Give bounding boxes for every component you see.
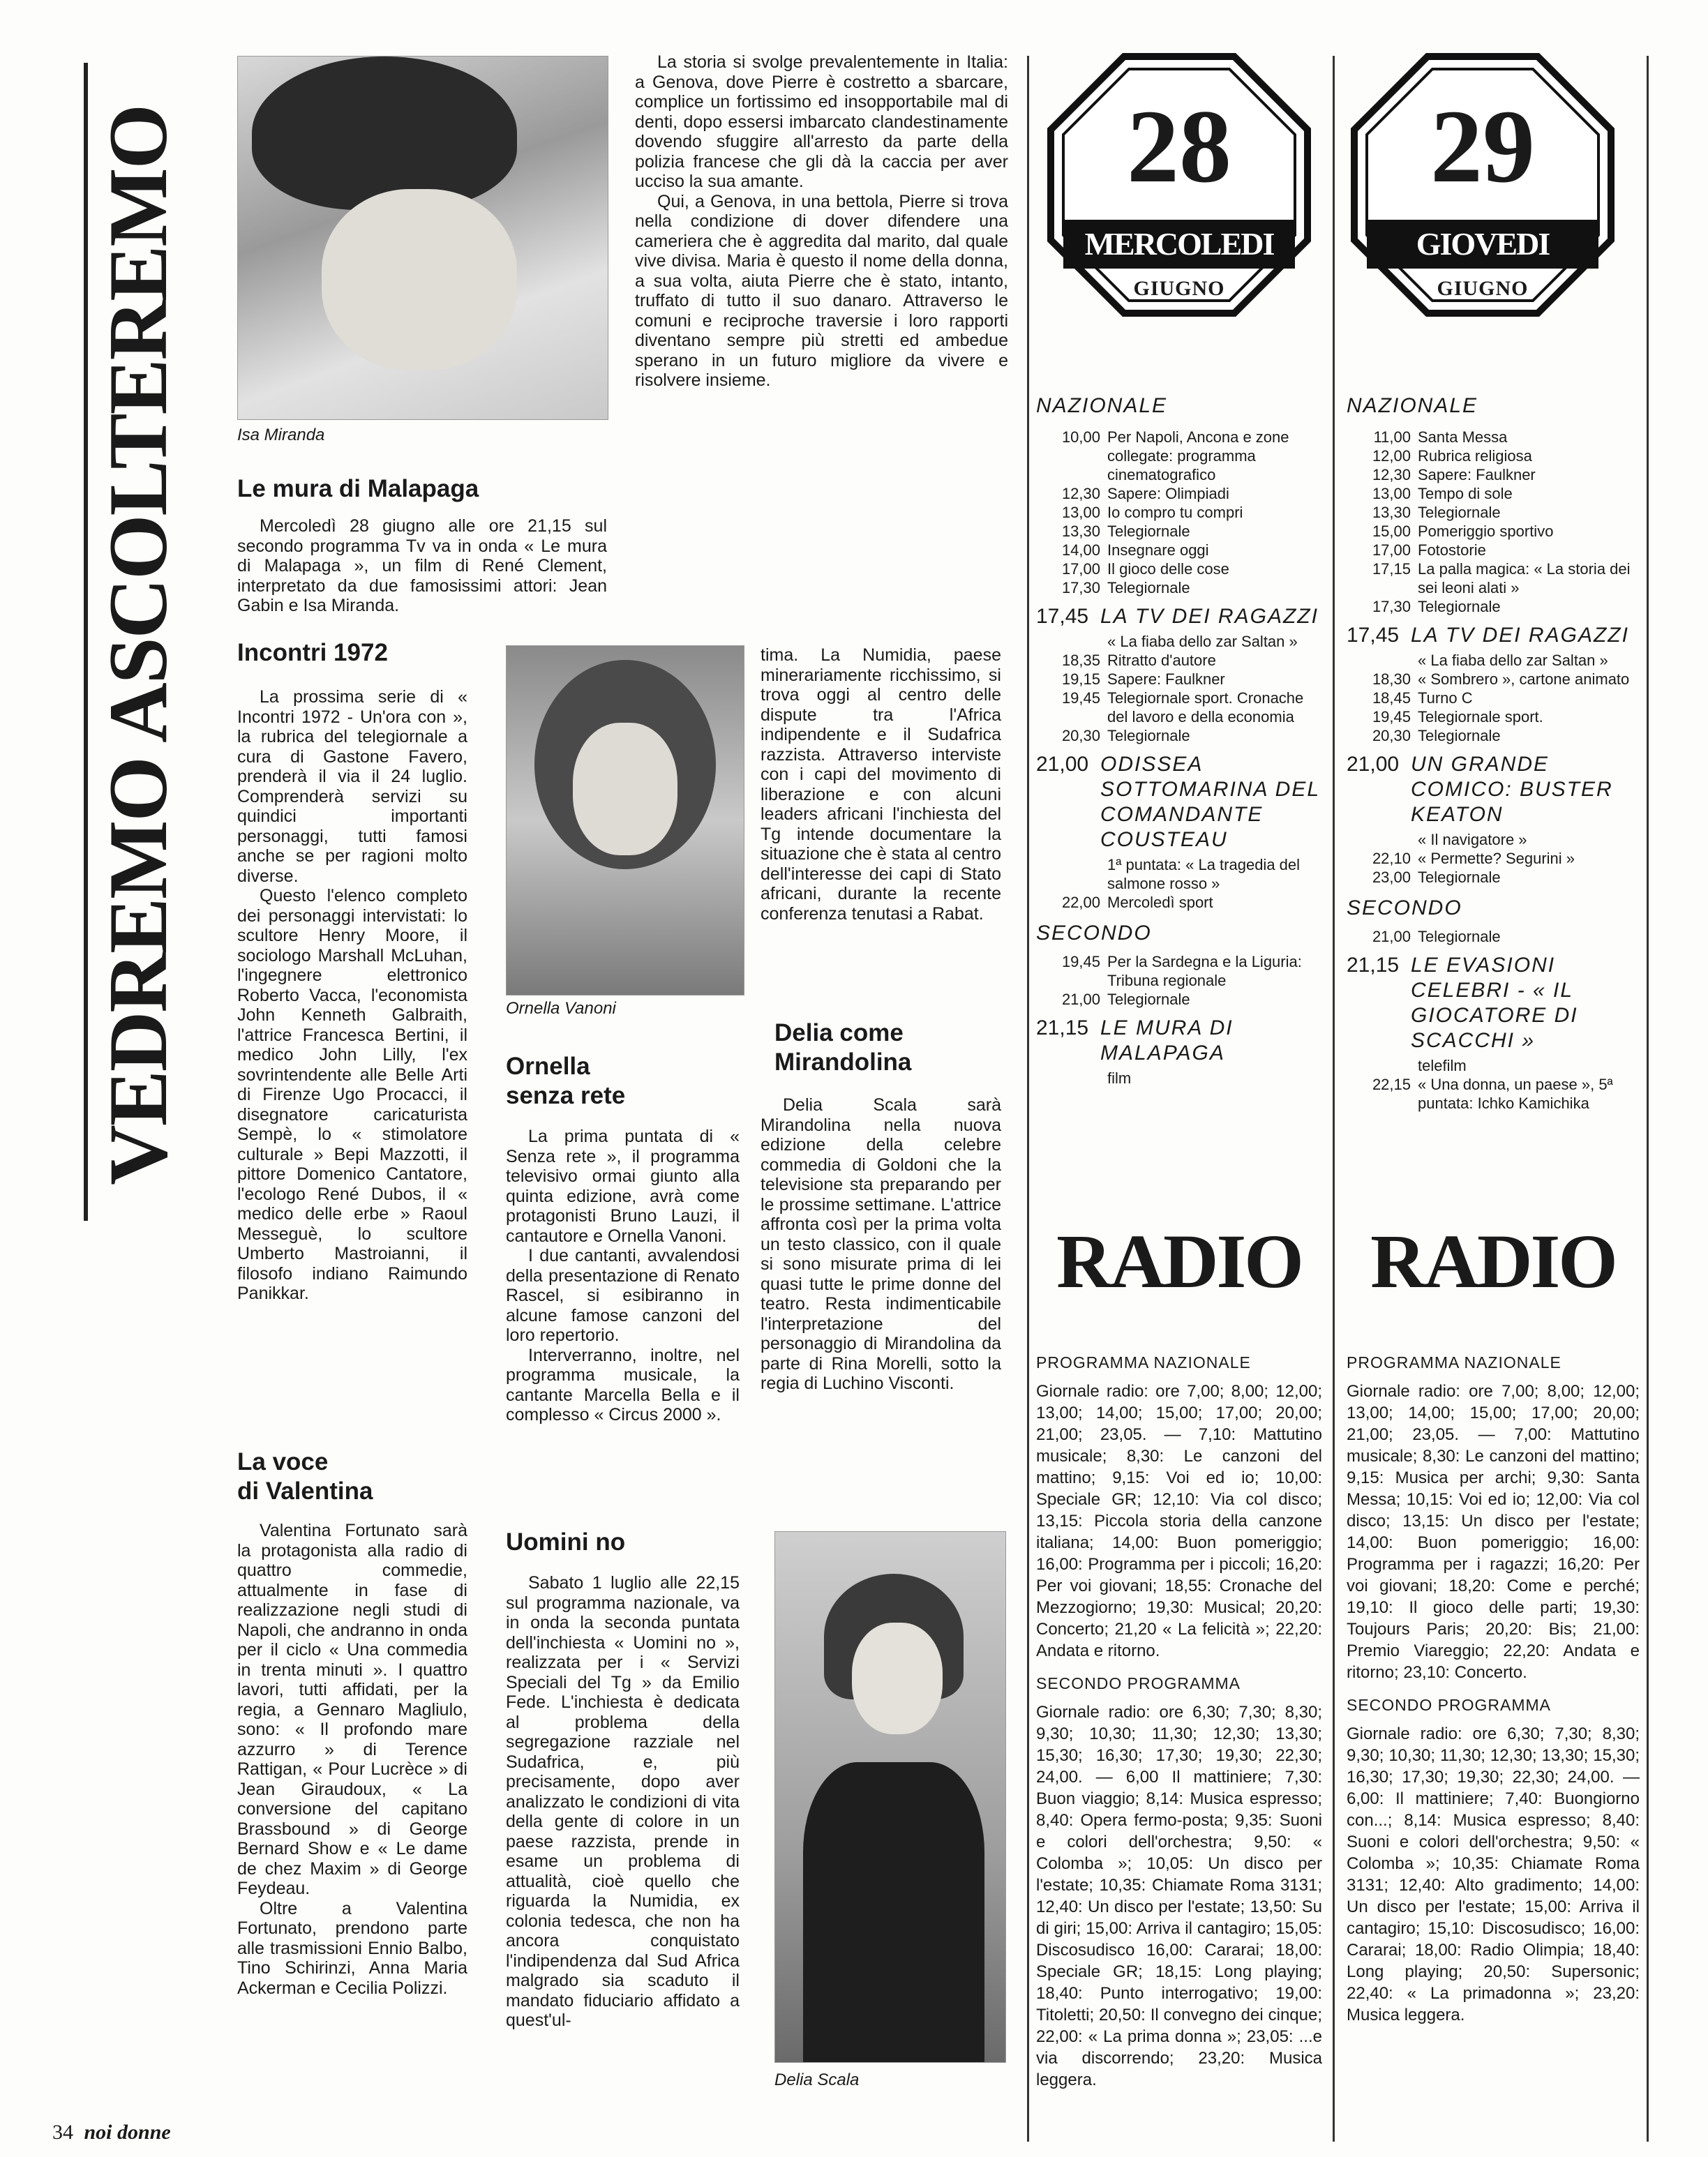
caption-delia: Delia Scala [774, 2070, 860, 2089]
schedule-program: Rubrica religiosa [1418, 447, 1532, 465]
schedule-program: Telegiornale [1418, 928, 1501, 945]
schedule-row [1347, 522, 1640, 541]
schedule-row [1347, 1075, 1640, 1113]
caption-isa: Isa Miranda [237, 426, 325, 444]
malapaga-body-left: Mercoledì 28 giugno alle ore 21,15 sul secondo programma Tv va in onda « Le mura di Malapaga », un film di René Clement, interpretato da due famosissimi attori: Jean Gabin e Isa Miranda. [237, 516, 607, 615]
schedule-list [1036, 952, 1322, 1009]
schedule-time: 15,00 [1372, 523, 1411, 540]
schedule-program: Telegiornale sport. Cronache del lavoro e della economia [1107, 689, 1304, 726]
beret-shape [252, 57, 517, 210]
schedule-time: 19,15 [1061, 670, 1100, 688]
schedule-time: 21,00 [1372, 928, 1411, 945]
schedule-row [1347, 428, 1640, 446]
schedule-time: 17,00 [1372, 541, 1411, 559]
secondo-label-28: SECONDO [1036, 922, 1152, 945]
schedule-time: 19,45 [1372, 708, 1411, 726]
valentina-body: Valentina Fortunato sarà la protagonista alla radio di quattro commedie, attualmente in fase di realizzazione negli studi di Napoli, che andranno in onda per il ciclo « Una commedia in trenta minuti ». I quattro lavori, tutti affidati, per la regia, a Gennaro Magliulo, sono: « Il profondo mare azzurro » di Terence Rattigan, « Pour Lucrèce » di Jean Giraudoux, « La conversione del capitano Brassbound » di George Bernard Show e « Le dame de chez Maxim » di George Feydeau. Oltre a Valentina Fortunato, prendono parte alle trasmissioni Ennio Balbo, Tino Schirinzi, Anna Maria Ackerman e Cecilia Polizzi. [237, 1521, 467, 1998]
schedule-time: 12,30 [1372, 466, 1411, 483]
radio-heading-28: RADIO [1056, 1219, 1302, 1304]
schedule-row [1347, 559, 1640, 597]
schedule-row [1036, 651, 1322, 670]
schedule-time: 17,00 [1061, 560, 1100, 578]
schedule-row [1347, 868, 1640, 887]
face-shape [852, 1623, 943, 1734]
schedule-time: 18,30 [1372, 670, 1411, 688]
schedule-row [1347, 597, 1640, 616]
schedule-time: 13,30 [1372, 504, 1411, 521]
delia-scala-photo [774, 1531, 1006, 2063]
schedule-row [1347, 707, 1640, 726]
schedule-list [1036, 428, 1322, 597]
uomini-heading: Uomini no [506, 1528, 626, 1556]
incontri-heading: Incontri 1972 [237, 639, 388, 666]
schedule-time: 21,00 [1061, 991, 1100, 1008]
schedule-time: 11,00 [1373, 428, 1411, 446]
schedule-row [1036, 689, 1322, 726]
schedule-program: Turno C [1418, 689, 1473, 707]
schedule-list [1347, 1075, 1640, 1113]
schedule-program: La palla magica: « La storia dei sei leoni alati » [1418, 560, 1631, 596]
uomini-body-cont: tima. La Numidia, paese minerariamente ricchissimo, si trova oggi al centro delle dispute tra l'Africa indipendente e il Sudafrica razzista. Attraverso interviste con i capi del movimento di liberazione e con alcuni leaders africani l'inchiesta del Tg intende documentare la situazione che è stata al centro dell'interesse dei capi di Stato africani, durante la recente conferenza tenutasi a Rabat. [761, 645, 1001, 924]
schedule-row [1347, 446, 1640, 465]
delia-heading: Delia come Mirandolina [774, 1019, 912, 1076]
highlight-28-2: 21,00 ODISSEA SOTTOMARINA DEL COMANDANTE COUSTEAU [1036, 753, 1320, 851]
schedule-row [1347, 541, 1640, 559]
date-badge-29: 29 GIOVEDI GIUGNO [1350, 52, 1615, 317]
day-29-radio [1347, 1353, 1640, 2026]
schedule-row [1347, 927, 1640, 946]
schedule-row [1347, 849, 1640, 868]
page-footer [52, 2121, 171, 2144]
schedule-program: « Permette? Segurini » [1418, 850, 1575, 867]
schedule-program: Per la Sardegna e la Liguria: Tribuna regionale [1107, 953, 1302, 989]
schedule-time: 12,30 [1061, 485, 1100, 502]
schedule-program: Telegiornale [1107, 579, 1190, 596]
magazine-name: noi donne [84, 2121, 171, 2144]
schedule-program: Telegiornale [1418, 869, 1501, 886]
schedule-time: 10,00 [1061, 428, 1100, 446]
delia-body: Delia Scala sarà Mirandolina nella nuova edizione della celebre commedia di Goldoni che la televisione sta preparando per le prossime settimane. L'attrice affronta così per la prima volta un testo classico, con il quale si sono misurate prima di lei quasi tutte le prime donne del teatro. Resta indimenticabile l'interpretazione del personaggio di Mirandolina da parte di Rina Morelli, sotto la regia di Luchino Visconti. [761, 1095, 1001, 1393]
highlight-29-2: 21,00 UN GRANDE COMICO: BUSTER KEATON [1347, 753, 1613, 826]
schedule-row [1036, 990, 1322, 1009]
highlight-29-3: 21,15 LE EVASIONI CELEBRI - « IL GIOCATORE DI SCACCHI » [1347, 954, 1578, 1052]
date-badge-28: 28 MERCOLEDI GIUGNO [1047, 52, 1312, 317]
schedule-row [1347, 726, 1640, 745]
radio-sec-text-29: Giornale radio: ore 6,30; 7,30; 8,30; 9,30; 10,30; 11,30; 12,30; 13,30; 15,30; 16,30; 17,30; 19,30; 22,30; 24,00. — 6,00: Il mattiniere; 7,40: Buongiorno con...; 8,14: Musica espresso; 8,40: Suoni e colori dell'orchestra; 9,50: « Colomba »; 10,35: Chiamate Roma 3131; 12,40: Alto gradimento; 14,00: Un disco per l'estate; 15,00: Arriva il cantagiro; 15,10: Discosudisco; 16,00: Cararai; 18,00: Radio Olimpia; 18,40: Long playing; 20,50: Supersonic; 22,40: « La primadonna »; 23,20: Musica leggera. [1347, 1724, 1640, 2024]
separator-mid [1333, 56, 1335, 2142]
schedule-program: Pomeriggio sportivo [1418, 523, 1554, 540]
schedule-list [1347, 849, 1640, 887]
schedule-row [1036, 484, 1322, 503]
caption-ornella: Ornella Vanoni [506, 999, 616, 1018]
highlight-28-1: 17,45 LA TV DEI RAGAZZI [1036, 605, 1319, 628]
schedule-row [1036, 541, 1322, 559]
schedule-program: Telegiornale [1418, 504, 1501, 521]
ornella-vanoni-photo [506, 645, 744, 995]
schedule-program: Telegiornale [1107, 727, 1190, 744]
vertical-title: VEDREMO ASCOLTEREMO [91, 105, 184, 1185]
schedule-row [1036, 428, 1322, 484]
uomini-body: Sabato 1 luglio alle 22,15 sul programma nazionale, va in onda la seconda puntata dell'inchiesta « Uomini no », realizzata per i « Servizi Speciali del Tg » da Emilio Fede. L'inchiesta è dedicata al problema della segregazione razziale nel Sudafrica, e, più precisamente, dopo aver analizzato le condizioni di vita della gente di colore in un paese razzista, prende in esame un problema di attualità, cioè quello che riguarda la Numidia, ex colonia tedesca, che non ha ancora conquistato l'indipendenza dal Sud Africa malgrado sia scaduto il mandato fiduciario affidato a quest'ul- [506, 1573, 740, 2030]
highlight-29-1: 17,45 LA TV DEI RAGAZZI [1347, 624, 1629, 647]
schedule-program: Mercoledì sport [1107, 894, 1213, 911]
schedule-program: Sapere: Faulkner [1418, 466, 1536, 483]
ornella-body: La prima puntata di « Senza rete », il programma televisivo ormai giunto alla quinta edizione, avrà come protagonisti Bruno Lauzi, il cantautore e Ornella Vanoni. I due cantanti, avvalendosi della presentazione di Renato Rascel, si esibiranno in alcune famose canzoni del loro repertorio. Interverranno, inoltre, nel programma musicale, la cantante Marcella Bella e il complesso « Circus 2000 ». [506, 1127, 740, 1425]
radio-naz-label-29: PROGRAMMA NAZIONALE [1347, 1353, 1561, 1371]
schedule-row [1347, 484, 1640, 503]
schedule-list [1347, 670, 1640, 745]
schedule-program: Fotostorie [1418, 541, 1486, 559]
schedule-program: « Una donna, un paese », 5ª puntata: Ichko Kamichika [1418, 1076, 1613, 1112]
schedule-row [1347, 689, 1640, 707]
schedule-time: 20,30 [1372, 727, 1411, 744]
radio-naz-label-28: PROGRAMMA NAZIONALE [1036, 1353, 1251, 1371]
schedule-row [1036, 522, 1322, 541]
schedule-list [1036, 651, 1322, 745]
radio-sec-text-28: Giornale radio: ore 6,30; 7,30; 8,30; 9,30; 10,30; 11,30; 12,30; 13,30; 15,30; 16,30; 17,30; 19,30; 22,30; 24,00. — 6,00 Il mattiniere; 7,30: Buon viaggio; 8,14: Musica espresso; 8,40: Opera fermo-posta; 9,35: Suoni e colori dell'orchestra; 9,50: « Colomba »; 10,05: Un disco per l'estate; 10,35: Chiamate Roma 3131; 12,40: Un disco per l'estate; 13,50: Su di giri; 15,00: Arriva il cantagiro; 15,05: Discosudisco 16,00: Cararai; 18,00: Speciale GR; 18,15: Long playing; 18,40: Punto interrogativo; 19,00: Titoletti; 20,50: Il convegno dei cinque; 22,00: « La prima donna »; 23,05: ...e via discorrendo; 23,20: Musica leggera. [1036, 1703, 1322, 2089]
schedule-program: Sapere: Faulkner [1107, 670, 1225, 688]
dress-shape [803, 1762, 984, 2062]
schedule-time: 19,45 [1061, 953, 1100, 970]
schedule-time: 22,15 [1372, 1076, 1411, 1093]
schedule-time: 22,10 [1372, 850, 1411, 867]
schedule-row [1036, 952, 1322, 990]
schedule-program: « Sombrero », cartone animato [1418, 670, 1630, 688]
schedule-program: Telegiornale [1418, 727, 1501, 744]
schedule-row [1347, 503, 1640, 522]
schedule-time: 14,00 [1061, 541, 1100, 559]
schedule-list [1036, 893, 1322, 912]
malapaga-heading: Le mura di Malapaga [237, 475, 479, 502]
schedule-row [1036, 578, 1322, 597]
schedule-time: 13,00 [1372, 485, 1411, 502]
schedule-time: 12,00 [1372, 447, 1411, 465]
schedule-time: 18,45 [1372, 689, 1411, 707]
radio-naz-text-28: Giornale radio: ore 7,00; 8,00; 12,00; 13,00; 14,00; 15,00; 17,00; 20,00; 21,00; 23,05. — 7,10: Mattutino musicale; 8,30: Le canzoni del mattino; 9,15: Voi ed io; 10,00: Speciale GR; 12,10: Via col disco; 13,15: Piccola storia della canzone italiana; 14,00: Buon pomeriggio; 16,00: Programma per i piccoli; 16,20: Per voi giovani; 18,55: Cronache del Mezzogiorno; 19,30: Musical; 20,20: Concerto; 21,20 « La felicità »; 22,20: Andata e ritorno. [1036, 1382, 1322, 1660]
day-28-tv: NAZIONALE 10,00 Per Napoli, Ancona e zone collegate: programma cinematografico 12,30 Sapere: Olimpiadi 13,00 Io compro tu compri 13,30 Telegiornale 14,00 Insegnare oggi 17,00 Il gioco delle cose 17,30 Telegiornale 17,45 LA TV DEI RAGAZZI « La fiaba dello zar Saltan » 18,35 Ritratto d'autore 19,15 Sapere: Faulkner 19,45 Telegiornale sport. Cronache del lavoro e della economia 20,30 Telegiornale 21,00 ODISSEA SOTTOMARINA DEL COMANDANTE COUSTEAU 1ª puntata: « La tragedia del salmone rosso » 22,00 Mercoledì sport SECONDO 19,45 Per la Sardegna e la Liguria: Tribuna regionale 21,00 Telegiornale 21,15 LE MURA DI MALAPAGA film [1036, 394, 1322, 1088]
schedule-program: Io compro tu compri [1107, 504, 1243, 521]
schedule-row [1036, 893, 1322, 912]
schedule-list [1347, 927, 1640, 946]
ornella-heading: Ornella senza rete [506, 1053, 626, 1109]
schedule-row [1036, 503, 1322, 522]
schedule-time: 17,30 [1061, 579, 1100, 596]
face-shape [322, 189, 517, 370]
day-28-radio [1036, 1353, 1322, 2091]
schedule-time: 18,35 [1061, 652, 1100, 669]
isa-miranda-photo [237, 56, 608, 420]
separator-right [1647, 56, 1649, 2142]
secondo-label-29: SECONDO [1347, 896, 1462, 919]
schedule-program: Ritratto d'autore [1107, 652, 1216, 669]
schedule-program: Per Napoli, Ancona e zone collegate: programma cinematografico [1107, 428, 1289, 483]
schedule-time: 19,45 [1061, 689, 1100, 707]
schedule-time: 23,00 [1372, 869, 1411, 886]
malapaga-body-right: La storia si svolge prevalentemente in Italia: a Genova, dove Pierre è costretto a sbarcare, complice un fortissimo ed insopportabile mal di denti, dopo essersi imbarcato clandestinamente dovendo sfuggire all'arresto da parte della polizia francese che gli dà la caccia per aver ucciso la sua amante. Qui, a Genova, in una bettola, Pierre si trova nella condizione di dover difendere una cameriera che è aggredita dal marito, dal quale vive divisa. Maria è questo il nome della donna, a sua volta, aiuta Pierre che è stato, intanto, truffato di tutto il suo danaro. Attraverso le comuni e reciproche traversie i loro rapporti diventano sempre più stretti ed ambedue sperano in un futuro migliore da vivere e risolvere insieme. [635, 52, 1008, 390]
schedule-row [1036, 670, 1322, 689]
schedule-program: Telegiornale [1107, 523, 1190, 540]
nazionale-label-29: NAZIONALE [1347, 394, 1478, 417]
schedule-program: Tempo di sole [1418, 485, 1513, 502]
schedule-program: Il gioco delle cose [1107, 560, 1229, 578]
schedule-program: Sapere: Olimpiadi [1107, 485, 1229, 502]
schedule-time: 20,30 [1061, 727, 1100, 744]
schedule-program: Telegiornale [1418, 598, 1501, 615]
nazionale-label-28: NAZIONALE [1036, 394, 1168, 417]
schedule-time: 13,00 [1061, 504, 1100, 521]
schedule-time: 17,30 [1372, 598, 1411, 615]
radio-sec-label-28: SECONDO PROGRAMMA [1036, 1674, 1241, 1692]
radio-naz-text-29: Giornale radio: ore 7,00; 8,00; 12,00; 13,00; 14,00; 15,00; 17,00; 20,00; 21,00; 23,05. — 7,00: Mattutino musicale; 8,30: Le canzoni del mattino; 9,15: Musica per archi; 9,30: Santa Messa; 10,15: Voi ed io; 12,00: Via col disco; 13,15: Un disco per l'estate; 14,00: Buon pomeriggio; 16,00: Programma per i ragazzi; 16,20: Per voi giovani; 18,20: Come e perché; 19,10: Il gioco delle parti; 19,30: Toujours Paris; 20,20: Bis; 21,00: Premio Viareggio; 22,20: Andata e ritorno; 23,10: Concerto. [1347, 1382, 1640, 1682]
day-29-tv: NAZIONALE 11,00 Santa Messa 12,00 Rubrica religiosa 12,30 Sapere: Faulkner 13,00 Tempo di sole 13,30 Telegiornale 15,00 Pomeriggio sportivo 17,00 Fotostorie 17,15 La palla magica: « La storia dei sei leoni alati » 17,30 Telegiornale 17,45 LA TV DEI RAGAZZI « La fiaba dello zar Saltan » 18,30 « Sombrero », cartone animato 18,45 Turno C 19,45 Telegiornale sport. 20,30 Telegiornale 21,00 UN GRANDE COMICO: BUSTER KEATON « Il navigatore » 22,10 « Permette? Segurini » 23,00 Telegiornale SECONDO 21,00 Telegiornale 21,15 LE EVASIONI CELEBRI - « IL GIOCATORE DI SCACCHI » telefilm 22,15 « Una donna, un paese », 5ª puntata: Ichko Kamichika [1347, 394, 1640, 1113]
schedule-row [1347, 670, 1640, 689]
schedule-time: 17,15 [1372, 560, 1411, 578]
schedule-row [1036, 726, 1322, 745]
face-shape [573, 723, 677, 855]
radio-heading-29: RADIO [1370, 1219, 1616, 1304]
schedule-row [1036, 559, 1322, 578]
separator-left [1027, 56, 1029, 2142]
schedule-row [1347, 465, 1640, 484]
valentina-heading: La voce di Valentina [237, 1448, 373, 1505]
schedule-time: 22,00 [1061, 894, 1100, 911]
schedule-program: Telegiornale sport. [1418, 708, 1543, 726]
schedule-program: Telegiornale [1107, 991, 1190, 1008]
schedule-time: 13,30 [1061, 523, 1100, 540]
page-number: 34 [52, 2121, 73, 2144]
highlight-28-3: 21,15 LE MURA DI MALAPAGA [1036, 1016, 1234, 1065]
schedule-program: Santa Messa [1418, 428, 1508, 446]
schedule-program: Insegnare oggi [1107, 541, 1209, 559]
radio-sec-label-29: SECONDO PROGRAMMA [1347, 1696, 1552, 1714]
schedule-list [1347, 428, 1640, 616]
incontri-body: La prossima serie di « Incontri 1972 - Un'ora con », la rubrica del telegiornale a cura di Gastone Favero, prenderà il via il 24 luglio. Comprenderà servizi su quindici importanti personaggi, tutti famosi anche se per ragioni molto diverse. Questo l'elenco completo dei personaggi intervistati: lo scultore Henry Moore, il sociologo Marshall McLuhan, l'ingegnere elettronico Roberto Vacca, l'economista John Kenneth Galbraith, l'attrice Francesca Bertini, il medico John Lilly, l'ex sovrintendente alle Belle Arti di Firenze Ugo Procacci, il disegnatore caricaturista Sempè, lo « stimolatore culturale » Bepi Mazzotti, il pittore Domenico Cantatore, l'ecologo René Dubos, il « medico delle erbe » Raoul Messeguè, lo scultore Umberto Mastroianni, il filosofo indiano Raimundo Panikkar. [237, 687, 467, 1303]
